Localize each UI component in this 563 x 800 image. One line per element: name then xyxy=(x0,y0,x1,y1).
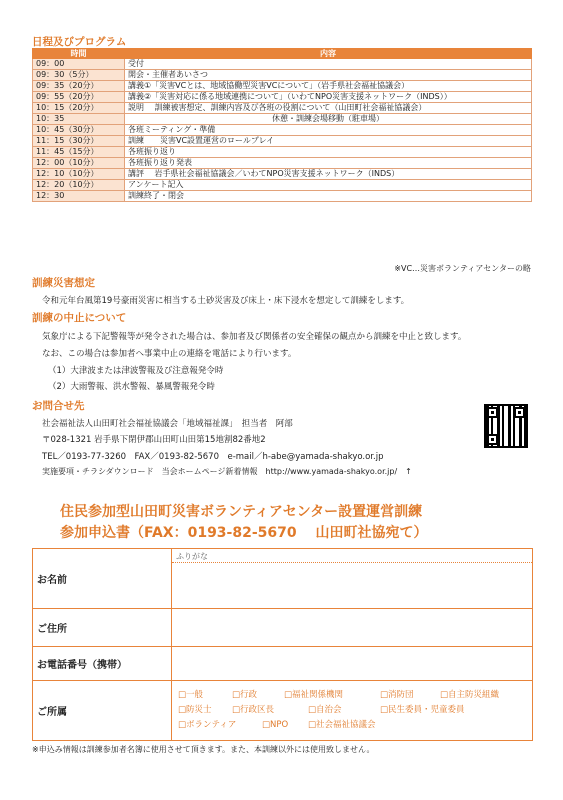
furigana-label: ふりがな xyxy=(172,549,532,563)
phone-field[interactable] xyxy=(172,647,533,681)
checkbox-option[interactable]: □ボランティア xyxy=(178,720,237,730)
checkbox-option[interactable]: □福祉関係機関 xyxy=(284,690,344,700)
qr-code-icon xyxy=(484,404,528,448)
table-row xyxy=(33,81,532,92)
table-row xyxy=(33,191,532,202)
address-field[interactable] xyxy=(172,609,533,647)
checkbox-option[interactable]: □社会福祉協議会 xyxy=(308,720,376,730)
content-cell: 講義①「災害VCとは、地域協働型災害VCについて」（岩手県社会福祉協議会） xyxy=(125,81,532,92)
table-row xyxy=(33,125,532,136)
checkbox-option[interactable]: □民生委員・児童委員 xyxy=(380,705,465,715)
application-subtitle: 参加申込書（FAX：0193-82-5670 山田町社協宛て） xyxy=(60,525,428,541)
time-cell: 11：15（30分） xyxy=(33,136,125,147)
vc-note: ※VC…災害ボランティアセンターの略 xyxy=(394,264,531,273)
table-row xyxy=(33,158,532,169)
phone-label: お電話番号（携帯） xyxy=(33,647,172,681)
table-row xyxy=(33,114,532,125)
content-cell: 受付 xyxy=(125,59,532,70)
content-cell: 休憩・訓練会場移動（駐車場） xyxy=(125,114,532,125)
table-row xyxy=(33,147,532,158)
address-label: ご住所 xyxy=(33,609,172,647)
table-row xyxy=(33,169,532,180)
name-field[interactable] xyxy=(172,549,533,609)
scenario-text: 令和元年台風第19号豪雨災害に相当する土砂災害及び床上・床下浸水を想定して訓練をします。 xyxy=(42,296,410,306)
table-row xyxy=(33,103,532,114)
cancel-line: 気象庁による下記警報等が発令された場合は、参加者及び関係者の安全確保の観点から訓練を中止と致します。 xyxy=(42,332,467,342)
content-cell: 訓練終了・閉会 xyxy=(125,191,532,202)
content-cell: 各班ミーティング・準備 xyxy=(125,125,532,136)
time-cell: 12：10（10分） xyxy=(33,169,125,180)
table-row xyxy=(33,92,532,103)
scenario-title: 訓練災害想定 xyxy=(32,277,95,289)
cancel-line: なお、この場合は参加者へ事業中止の連絡を電話により行います。 xyxy=(42,349,297,359)
checkbox-option[interactable]: □一般 xyxy=(178,690,204,700)
contact-line: TEL／0193-77-3260 FAX／0193-82-5670 e-mail／h-abe@yamada-shakyo.or.jp xyxy=(42,452,384,462)
application-title: 住民参加型山田町災害ボランティアセンター設置運営訓練 xyxy=(60,504,423,520)
contact-line: 社会福祉法人山田町社会福祉協議会「地域福祉課」 担当者 阿部 xyxy=(42,419,293,429)
checkbox-option[interactable]: □行政区長 xyxy=(232,705,275,715)
checkbox-option[interactable]: □NPO xyxy=(262,720,289,730)
time-cell: 10：15（20分） xyxy=(33,103,125,114)
checkbox-option[interactable]: □消防団 xyxy=(380,690,414,700)
time-cell: 09：30（5分） xyxy=(33,70,125,81)
content-cell: 説明 訓練被害想定、訓練内容及び各班の役割について（山田町社会福祉協議会） xyxy=(125,103,532,114)
checkbox-option[interactable]: □防災士 xyxy=(178,705,212,715)
content-cell: 開会・主催者あいさつ xyxy=(125,70,532,81)
cancel-title: 訓練の中止について xyxy=(32,312,127,324)
table-row xyxy=(33,70,532,81)
table-row xyxy=(33,59,532,70)
time-cell: 10：35 xyxy=(33,114,125,125)
time-cell: 11：45（15分） xyxy=(33,147,125,158)
time-cell: 10：45（30分） xyxy=(33,125,125,136)
time-cell: 09：35（20分） xyxy=(33,81,125,92)
footnote: ※申込み情報は訓練参加者名簿に使用させて頂きます。また、本訓練以外には使用致しません。 xyxy=(32,745,375,754)
time-cell: 12：30 xyxy=(33,191,125,202)
header-content: 内容 xyxy=(125,49,532,59)
cancel-line: （2）大雨警報、洪水警報、暴風警報発令時 xyxy=(48,382,215,392)
checkbox-option[interactable]: □自主防災組織 xyxy=(440,690,500,700)
time-cell: 12：00（10分） xyxy=(33,158,125,169)
affiliation-label: ご所属 xyxy=(33,681,172,741)
header-time: 時間 xyxy=(33,49,125,59)
time-cell: 09：00 xyxy=(33,59,125,70)
schedule-title: 日程及びプログラム xyxy=(32,36,127,48)
table-row xyxy=(33,180,532,191)
content-cell: 訓練 災害VC設置運営のロールプレイ xyxy=(125,136,532,147)
contact-line: 実施要項・チラシダウンロード 当会ホームページ新着情報 http://www.yamada-shakyo.or.jp/ ↑ xyxy=(42,467,412,476)
schedule-table xyxy=(32,48,532,202)
checkbox-option[interactable]: □行政 xyxy=(232,690,258,700)
cancel-line: （1）大津波または津波警報及び注意報発令時 xyxy=(48,366,224,376)
table-row xyxy=(33,136,532,147)
contact-line: 〒028-1321 岩手県下閉伊郡山田町山田第15地割82番地2 xyxy=(42,435,266,445)
content-cell: 各班振り返り xyxy=(125,147,532,158)
time-cell: 09：55（20分） xyxy=(33,92,125,103)
checkbox-option[interactable]: □自治会 xyxy=(308,705,342,715)
time-cell: 12：20（10分） xyxy=(33,180,125,191)
affiliation-options xyxy=(172,681,533,741)
name-label: お名前 xyxy=(33,549,172,609)
content-cell: アンケート記入 xyxy=(125,180,532,191)
content-cell: 各班振り返り発表 xyxy=(125,158,532,169)
contact-title: お問合せ先 xyxy=(32,400,85,412)
content-cell: 講評 岩手県社会福祉協議会／いわてNPO災害支援ネットワーク（INDS） xyxy=(125,169,532,180)
application-form xyxy=(32,548,533,741)
content-cell: 講義②「災害対応に係る地域連携について」（いわてNPO災害支援ネットワーク（INDS）） xyxy=(125,92,532,103)
